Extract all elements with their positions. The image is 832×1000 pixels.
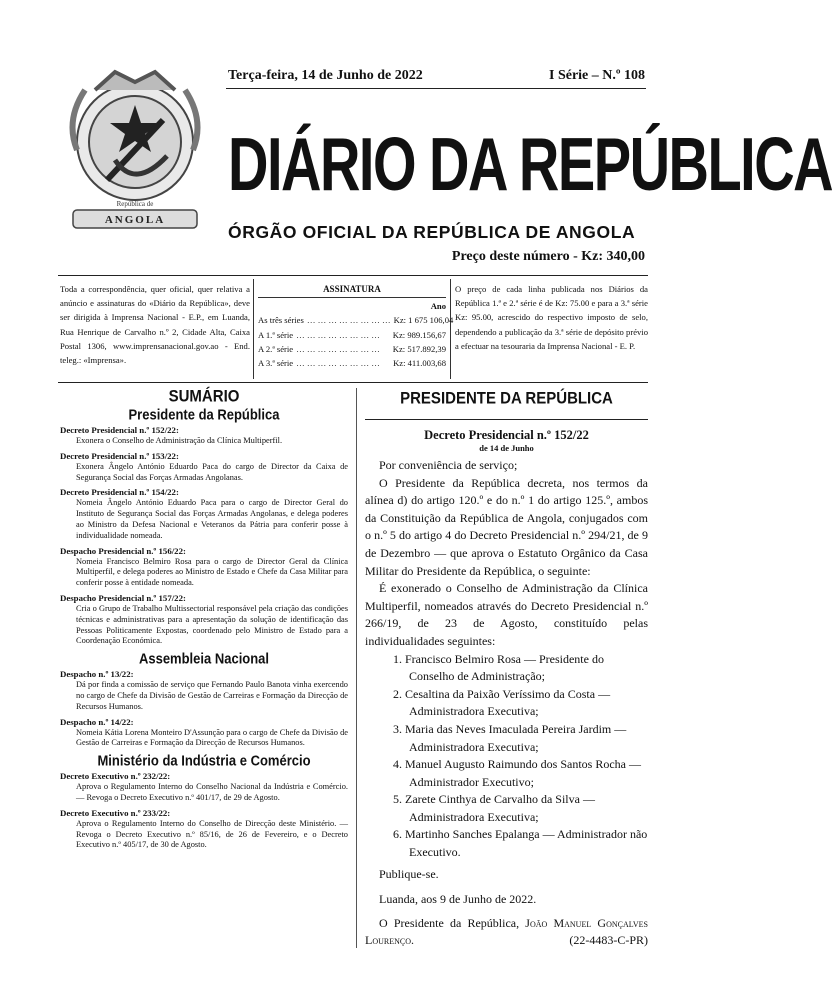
member-list-item: 6. Martinho Sanches Epalanga — Administrador não Executivo. (393, 827, 648, 860)
summary-item-title: Despacho Presidencial n.º 157/22: (60, 592, 186, 603)
summary-item-title: Decreto Presidencial n.º 153/22: (60, 450, 179, 461)
info-divider (253, 279, 254, 379)
masthead-title: DIÁRIO DA REPÚBLICA (228, 121, 832, 207)
section-heading: PRESIDENTE DA REPÚBLICA (400, 388, 613, 409)
member-list-item: 2. Cesaltina da Paixão Veríssimo da Costa — Administradora Executiva; (393, 686, 611, 719)
subscription-value: Kz: 989.156,67 (392, 329, 446, 340)
summary-title: SUMÁRIO (168, 386, 240, 407)
subscription-row (258, 356, 446, 370)
issue-date: Terça-feira, 14 de Junho de 2022 (228, 68, 423, 83)
subscription-label: A 1.ª série (258, 329, 294, 340)
leader-dots: … … … … … … … … (296, 343, 380, 354)
section-rule (365, 419, 648, 420)
summary-item-description: Dá por finda a comissão de serviço que Fernando Paulo Banota vinha exercendo no cargo de Chefe da Divisão de Gestão de Carreiras e Formação da Direcção de Recursos Humanos. (76, 680, 348, 711)
member-list-item: 4. Manuel Augusto Raimundo dos Santos Rocha — Administrador Executivo; (393, 757, 641, 789)
decree-date: de 14 de Junho (479, 443, 534, 453)
decree-paragraph: É exonerado o Conselho de Administração da Clínica Multiperfil, nomeados através do Decreto Presidencial n.º 266/19, de 23 de Agosto, constituído pelas individualidades seguintes: (365, 581, 648, 648)
summary-item (60, 669, 348, 712)
subscription-value: Kz: 1 675 106,04 (393, 315, 454, 326)
emblem-small-text: República de (116, 200, 154, 208)
publish-line: Publique-se. (379, 866, 439, 881)
summary-item-description: Exonera o Conselho de Administração da Clínica Multiperfil. (76, 436, 283, 445)
summary-item-title: Despacho Presidencial n.º 156/22: (60, 545, 186, 556)
correspondence-info: Toda a correspondência, quer oficial, quer relativa a anúncio e assinaturas do «Diário da República», deve ser dirigida à Imprensa Nacional - E.P., em Luanda, Rua Henrique de Carvalho n.º 2, Cidade Alta, Caixa Postal 1306, www.imprensanacional.gov.ao - End. teleg.: «Imprensa». (60, 284, 250, 366)
subscription-year-header: Ano (430, 301, 446, 312)
decree-column (365, 388, 648, 950)
coat-of-arms-icon (55, 60, 215, 240)
summary-item-description: Nomeia Ângelo António Eduardo Paca para o cargo de Director Geral do Instituto de Segurança Social das Forças Armadas Angolanas, e delega poderes ao Ministro da Defesa Nacional e Veteranos da Pátria para conferir posse à individualidade nomeada. (76, 498, 348, 540)
summary-column (60, 388, 348, 855)
summary-item-title: Despacho n.º 14/22: (60, 716, 134, 727)
signature-prefix: O Presidente da República, (379, 915, 520, 930)
angola-coat-of-arms (55, 60, 215, 240)
leader-dots: … … … … … … … … (296, 329, 380, 340)
signature-block (365, 915, 648, 950)
place-date: Luanda, aos 9 de Junho de 2022. (379, 892, 537, 907)
summary-item (60, 487, 348, 541)
summary-item (60, 593, 348, 647)
subscription-value: Kz: 517.892,39 (392, 343, 446, 354)
subscription-value: Kz: 411.003,68 (393, 358, 446, 369)
summary-item-description: Aprova o Regulamento Interno do Conselho Nacional da Indústria e Comércio. — Revoga o Decreto Executivo n.º 401/17, de 29 de Agosto. (76, 782, 348, 802)
subscription-label: A 3.ª série (258, 358, 294, 369)
summary-item (60, 808, 348, 851)
summary-section-heading: Assembleia Nacional (138, 650, 270, 667)
pricing-info: O preço de cada linha publicada nos Diários da República 1.ª e 2.ª série é de Kz: 75.00 e para a 3.ª série Kz: 95.00, acrescido do respectivo imposto de selo, dependendo a publicação da 3.ª série de depósito prévio a efectuar na tesouraria da Imprensa Nacional - E. P. (455, 284, 648, 351)
column-divider (356, 388, 357, 948)
subscription-row (258, 313, 454, 327)
subscription-row (258, 342, 446, 356)
summary-item-description: Cria o Grupo de Trabalho Multissectorial responsável pela criação das condições técnicas e administrativas para a apresentação da solução de identificação das Pessoas Politicamente Expostas, coordenado pelo Ministro de Estado para a Coordenação Económica. (76, 603, 348, 646)
decree-title: Decreto Presidencial n.º 152/22 (424, 428, 589, 442)
subscription-table (258, 282, 454, 370)
reference-code: (22-4483-C-PR) (569, 933, 648, 948)
issue-series: I Série – N.º 108 (549, 68, 645, 83)
subscription-label: A 2.ª série (258, 343, 294, 354)
info-divider (450, 279, 451, 379)
signature-name: João Manuel Gonçalves Lourenço. (365, 915, 648, 948)
summary-item (60, 717, 348, 750)
decree-paragraph: Por conveniência de serviço; (379, 458, 518, 472)
summary-item (60, 546, 348, 589)
subscription-row (258, 328, 446, 342)
leader-dots: … … … … … … … … (296, 358, 380, 369)
masthead-subtitle: ÓRGÃO OFICIAL DA REPÚBLICA DE ANGOLA (228, 222, 636, 242)
summary-section-heading: Presidente da República (128, 406, 280, 423)
member-list-item: 3. Maria das Neves Imaculada Pereira Jardim — Administradora Executiva; (393, 721, 627, 754)
leader-dots: … … … … … … … … (306, 315, 391, 326)
summary-section-heading: Ministério da Indústria e Comércio (97, 752, 311, 769)
summary-item-title: Decreto Executivo n.º 233/22: (60, 807, 171, 818)
summary-item (60, 425, 348, 447)
summary-item (60, 451, 348, 484)
summary-item-description: Exonera Ângelo António Eduardo Paca do cargo de Director da Caixa de Segurança Social das Forças Armadas Angolanas. (76, 461, 348, 482)
member-list-item: 5. Zarete Cinthya de Carvalho da Silva — Administradora Executiva; (393, 792, 595, 824)
summary-item (60, 771, 348, 804)
member-list-item: 1. Francisco Belmiro Rosa — Presidente do Conselho de Administração; (393, 651, 604, 684)
decree-paragraph: O Presidente da República decreta, nos termos da alínea d) do artigo 120.º e do n.º 1 do artigo 125.º, ambos da Constituição da República de Angola, conjugados com o n.º 5 do artigo 4 do Decreto Presidencial n.º 294/21, de 9 de Dezembro — que aprova o Estatuto Orgânico da Casa Militar do Presidente da República, o seguinte: (365, 475, 648, 578)
summary-item-description: Nomeia Francisco Belmiro Rosa para o cargo de Director Geral da Clínica Multiperfil, e delega poderes ao Ministro de Estado e Chefe da Casa Militar para conferir posse à entidade nomeada. (76, 556, 348, 588)
summary-item-description: Nomeia Kátia Lorena Monteiro D'Assunção para o cargo de Chefe da Divisão de Gestão de Carreiras e Formação da Direcção de Recursos Humanos. (76, 727, 348, 748)
summary-item-title: Decreto Executivo n.º 232/22: (60, 771, 171, 782)
summary-item-description: Aprova o Regulamento Interno do Conselho de Direcção deste Ministério. — Revoga o Decreto Executivo n.º 85/16, de 26 de Fevereiro, e o Decreto Executivo n.º 405/17, de 30 de Agosto. (76, 818, 348, 850)
summary-item-title: Decreto Presidencial n.º 152/22: (60, 425, 179, 435)
subscription-title: ASSINATURA (258, 282, 446, 298)
emblem-label: ANGOLA (104, 214, 166, 226)
subscription-label: As três séries (258, 315, 304, 326)
header-rule (226, 88, 646, 89)
summary-item-title: Decreto Presidencial n.º 154/22: (60, 487, 179, 498)
issue-price: Preço deste número - Kz: 340,00 (451, 249, 645, 264)
summary-item-title: Despacho n.º 13/22: (60, 669, 134, 680)
